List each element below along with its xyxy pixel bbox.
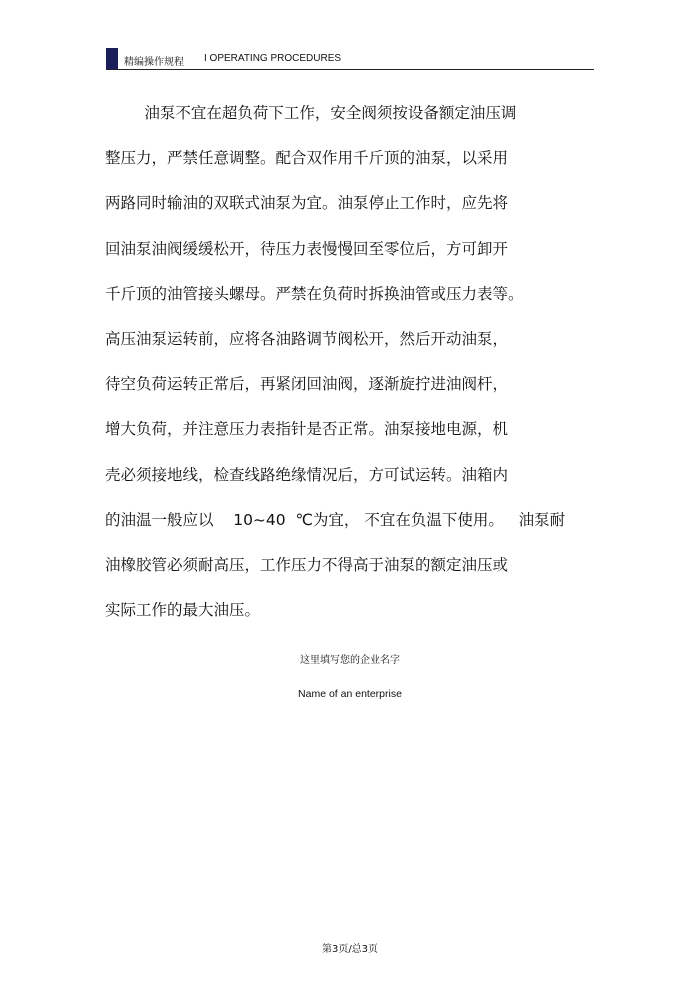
body-line: 高压油泵运转前，应将各油路调节阀松开，然后开动油泵， [105,329,509,348]
body-line: 实际工作的最大油压。 [105,601,261,620]
body-line: 待空负荷运转正常后，再紧闭回油阀，逐渐旋拧进油阀杆， [105,375,509,394]
page-number: 第3页/总3页 [321,944,379,955]
body-line: 整压力，严禁任意调整。配合双作用千斤顶的油泵，以采用 [105,149,509,168]
body-line: 油橡胶管必须耐高压，工作压力不得高于油泵的额定油压或 [105,555,509,574]
header-title-en: I OPERATING PROCEDURES [204,53,342,64]
company-name-cn: 这里填写您的企业名字 [300,655,400,666]
body-line: 增大负荷，并注意压力表指针是否正常。油泵接地电源，机 [105,420,509,439]
header-divider [106,69,594,70]
body-line: 千斤顶的油管接头螺母。严禁在负荷时拆换油管或压力表等。 [105,284,524,303]
body-line: 的油温一般应以 10~40 ℃为宜， 不宜在负温下使用。 油泵耐 [105,510,566,529]
header-title-cn: 精编操作规程 [124,57,184,68]
header-logo-mark [106,48,118,70]
body-line: 油泵不宜在超负荷下工作，安全阀须按设备额定油压调 [105,104,517,122]
body-line: 壳必须接地线，检查线路绝缘情况后，方可试运转。油箱内 [105,465,509,484]
document-body [105,98,605,640]
body-line: 两路同时输油的双联式油泵为宜。油泵停止工作时，应先将 [105,194,509,213]
page-header [106,48,594,70]
company-name-en: Name of an enterprise [298,688,402,700]
body-line: 回油泵油阀缓缓松开，待压力表慢慢回至零位后，方可卸开 [105,239,509,258]
